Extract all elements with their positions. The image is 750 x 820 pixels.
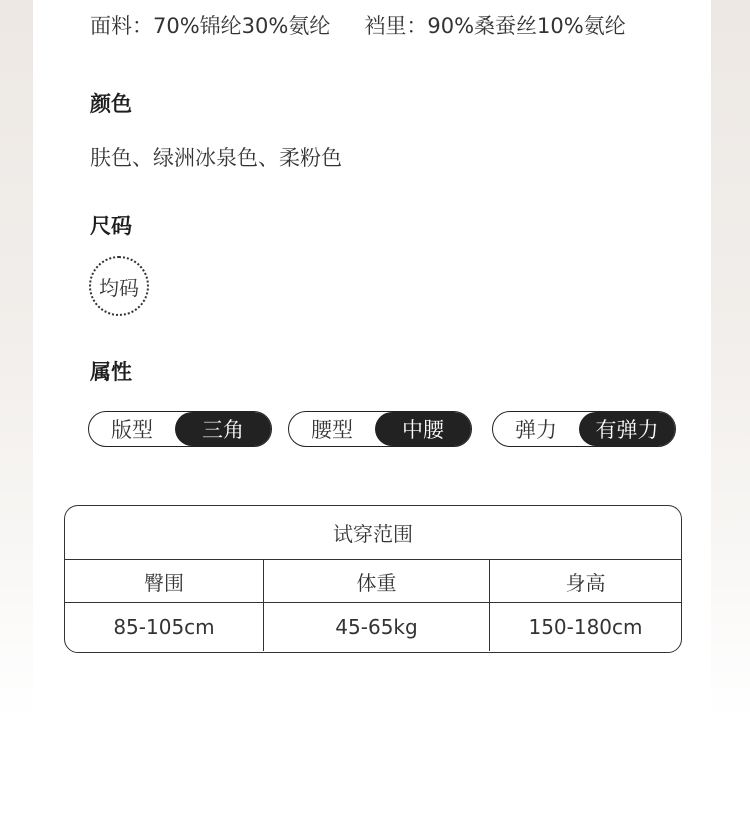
color-options: 肤色、绿洲冰泉色、柔粉色 bbox=[90, 146, 342, 170]
table-row bbox=[65, 603, 681, 651]
table-header-row bbox=[65, 560, 681, 603]
column-header-hip: 臀围 bbox=[144, 570, 184, 595]
cell-height: 150-180cm bbox=[489, 603, 681, 651]
table-title: 试穿范围 bbox=[65, 506, 681, 560]
attribute-value: 有弹力 bbox=[579, 412, 675, 446]
cell-hip: 85-105cm bbox=[113, 615, 215, 639]
attribute-value: 中腰 bbox=[375, 412, 471, 446]
attribute-label: 版型 bbox=[111, 418, 153, 442]
attribute-label: 弹力 bbox=[515, 418, 557, 442]
column-header-weight: 体重 bbox=[263, 560, 489, 602]
color-heading: 颜色 bbox=[90, 92, 132, 116]
attribute-pill-waist bbox=[288, 411, 472, 447]
fit-range-table bbox=[64, 505, 682, 653]
attribute-value: 三角 bbox=[175, 412, 271, 446]
material-line bbox=[90, 10, 626, 40]
lining-composition: 裆里：90%桑蚕丝10%氨纶 bbox=[364, 14, 626, 38]
size-badge: 均码 bbox=[89, 256, 149, 316]
cell-weight: 45-65kg bbox=[263, 603, 489, 651]
attribute-heading: 属性 bbox=[90, 360, 132, 384]
attribute-pill-cut bbox=[88, 411, 272, 447]
attribute-pill-stretch bbox=[492, 411, 676, 447]
size-heading: 尺码 bbox=[90, 214, 132, 238]
attribute-label: 腰型 bbox=[311, 418, 353, 442]
column-header-height: 身高 bbox=[489, 560, 681, 602]
fabric-composition: 面料：70%锦纶30%氨纶 bbox=[90, 14, 331, 38]
